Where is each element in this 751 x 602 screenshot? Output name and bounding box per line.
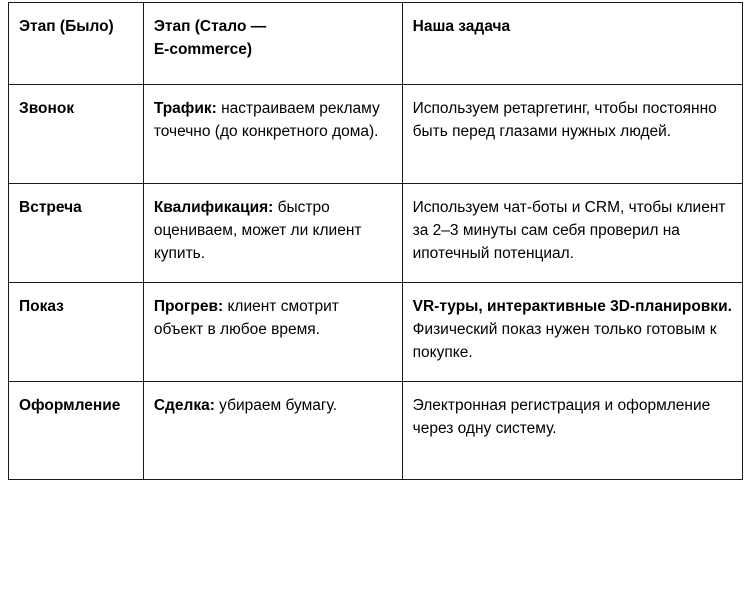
task-description: Используем ретаргетинг, чтобы постоянно быть перед глазами нужных людей. <box>412 100 717 140</box>
cell-new-stage <box>143 85 402 184</box>
cell-old-stage <box>9 184 144 283</box>
new-stage-title: Квалификация: <box>153 199 274 216</box>
header-cell-old-stage <box>9 3 144 85</box>
new-stage-description: клиент смотрит объект в любое время. <box>153 298 339 338</box>
cell-task <box>402 184 742 283</box>
new-stage-title: Трафик: <box>153 100 217 117</box>
table-row <box>9 283 743 382</box>
new-stage-description: настраиваем рекламу точечно (до конкретного дома). <box>153 100 380 140</box>
cell-task <box>402 382 742 480</box>
comparison-table <box>8 2 743 480</box>
old-stage-text: Показ <box>19 298 64 315</box>
old-stage-text: Оформление <box>19 397 121 414</box>
cell-new-stage <box>143 184 402 283</box>
cell-old-stage <box>9 85 144 184</box>
table-row <box>9 85 743 184</box>
task-title: VR-туры, интерактивные 3D-планировки. <box>412 298 732 315</box>
new-stage-title: Сделка: <box>153 397 215 414</box>
old-stage-text: Встреча <box>19 199 82 216</box>
header-new-stage-line2: E-commerce) <box>153 41 253 58</box>
new-stage-description: быстро оцениваем, может ли клиент купить. <box>153 199 362 262</box>
table-row <box>9 382 743 480</box>
old-stage-text: Звонок <box>19 100 75 117</box>
table-row <box>9 184 743 283</box>
header-cell-task <box>402 3 742 85</box>
cell-new-stage <box>143 382 402 480</box>
cell-old-stage <box>9 283 144 382</box>
new-stage-description: убираем бумагу. <box>214 397 338 414</box>
header-cell-new-stage <box>143 3 402 85</box>
table-header-row <box>9 3 743 85</box>
task-description: Физический показ нужен только готовым к покупке. <box>412 321 717 361</box>
header-task-label: Наша задача <box>412 18 511 35</box>
cell-old-stage <box>9 382 144 480</box>
task-description: Электронная регистрация и оформление через одну систему. <box>412 397 711 437</box>
cell-task <box>402 283 742 382</box>
cell-new-stage <box>143 283 402 382</box>
header-old-stage-label: Этап (Было) <box>19 18 114 35</box>
new-stage-title: Прогрев: <box>153 298 224 315</box>
header-new-stage-line1: Этап (Стало — <box>153 18 267 35</box>
cell-task <box>402 85 742 184</box>
task-description: Используем чат-боты и CRM, чтобы клиент за 2–3 минуты сам себя проверил на ипотечный потенциал. <box>412 199 726 262</box>
